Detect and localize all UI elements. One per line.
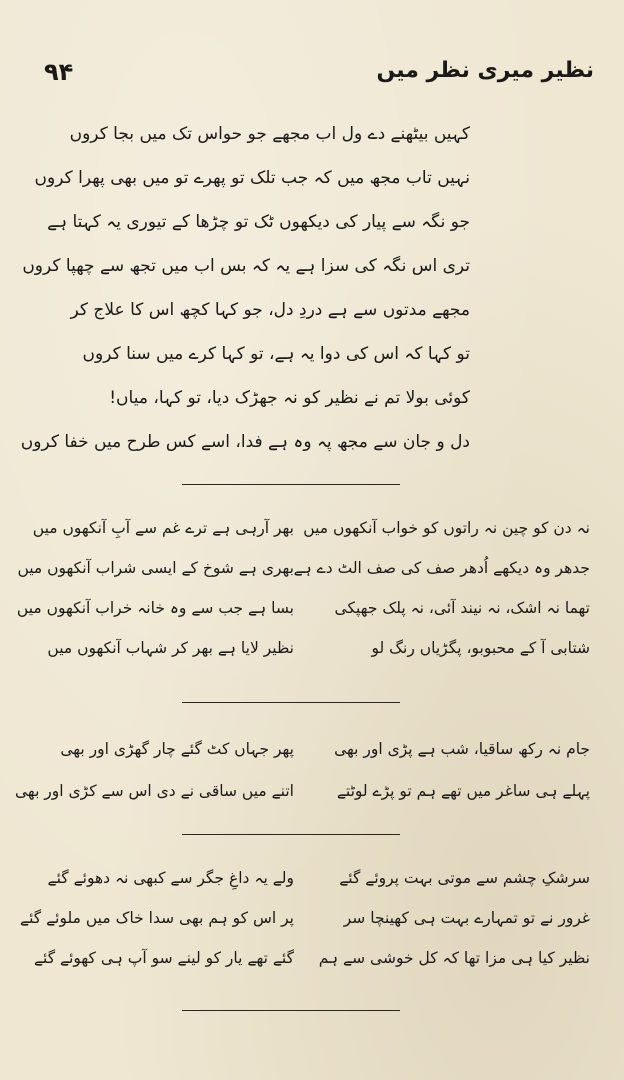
verse-line: پھر جہاں کٹ گئے چار گھڑی اور بھی: [60, 740, 294, 758]
verse-line: بھر آرہی ہے ترے غم سے آبِ آنکھوں میں: [32, 519, 294, 537]
verse-line: نہ دن کو چین نہ راتوں کو خواب آنکھوں میں: [303, 519, 590, 537]
stanza-row: [20, 858, 590, 978]
verse-line: بھری ہے شوخ کے ایسی شراب آنکھوں میں: [17, 559, 294, 577]
stanza-left: [16, 508, 294, 668]
stanza-right: [318, 858, 590, 978]
ghazal-line: کوئی بولا تم نے نظیر کو نہ جھڑک دیا، تو کہا، میاں!: [109, 388, 470, 408]
stanza-row: [15, 728, 590, 812]
verse-line: پہلے ہی ساغر میں تھے ہم تو پڑے لوٹتے: [336, 782, 590, 800]
verse-line: شتابی آ کے محبوبو، پگڑیاں رنگ لو: [371, 639, 590, 657]
ghazal-line: دل و جان سے مجھ پہ وہ ہے فدا، اسے کس طرح میں خفا کروں: [20, 432, 470, 452]
ghazal-line: کہیں بیٹھنے دے ول اب مجھے جو حواس تک میں بجا کروں: [69, 124, 470, 144]
ghazal-block: [20, 112, 470, 464]
page-header: [30, 58, 594, 98]
ghazal-line: تو کہا کہ اس کی دوا یہ ہے، تو کہا کرے میں سنا کروں: [82, 344, 470, 364]
stanza-right: [330, 728, 590, 812]
running-title: نظیر میری نظر میں: [376, 58, 594, 83]
verse-line: گئے تھے یار کو لینے سو آپ ہی کھوئے گئے: [33, 949, 294, 967]
ghazal-line: نہیں تاب مجھ میں کہ جب تلک تو پھرے تو میں بھی پھرا کروں: [34, 168, 470, 188]
verse-line: بسا ہے جب سے وہ خانہ خراب آنکھوں میں: [16, 599, 294, 617]
verse-line: غرور نے تو تمہارے بہت ہی کھینچا سر: [343, 909, 590, 927]
section-divider: [182, 834, 400, 835]
ghazal-line: مجھے مدتوں سے ہے دردِ دل، جو کہا کچھ اس کا علاج کر: [70, 300, 470, 320]
verse-line: سرشکِ چشم سے موتی بہت پروئے گئے: [339, 869, 590, 887]
ghazal-line: تری اس نگہ کی سزا ہے یہ کہ بس اب میں تجھ سے چھپا کروں: [22, 256, 470, 276]
verse-line: نظیر کیا ہی مزا تھا کہ کل خوشی سے ہم: [318, 949, 590, 967]
ghazal-line: جو نگہ سے پیار کی دیکھوں ٹک تو چڑھا کے تیوری یہ کہتا ہے: [47, 212, 470, 232]
verse-line: ولے یہ داغِ جگر سے کبھی نہ دھوئے گئے: [47, 869, 294, 887]
section-divider: [182, 702, 400, 703]
verse-line: تھما نہ اشک، نہ نیند آئی، نہ پلک جھپکی: [334, 599, 590, 617]
section-divider: [182, 484, 400, 485]
verse-line: جدھر وہ دیکھے اُدھر صف کی صف الٹ دے ہے: [293, 559, 590, 577]
verse-line: پر اس کو ہم بھی سدا خاک میں ملوئے گئے: [20, 909, 294, 927]
verse-line: اتنے میں ساقی نے دی اس سے کڑی اور بھی: [15, 782, 294, 800]
stanza-left: [20, 858, 294, 978]
stanza-left: [15, 728, 294, 812]
stanza-right: [293, 508, 590, 668]
verse-line: جام نہ رکھ ساقیا، شب ہے پڑی اور بھی: [334, 740, 590, 758]
page-number: ۹۴: [44, 58, 74, 86]
section-divider: [182, 1010, 400, 1011]
stanza-row: [16, 508, 590, 668]
verse-line: نظیر لایا ہے بھر کر شہاب آنکھوں میں: [47, 639, 294, 657]
